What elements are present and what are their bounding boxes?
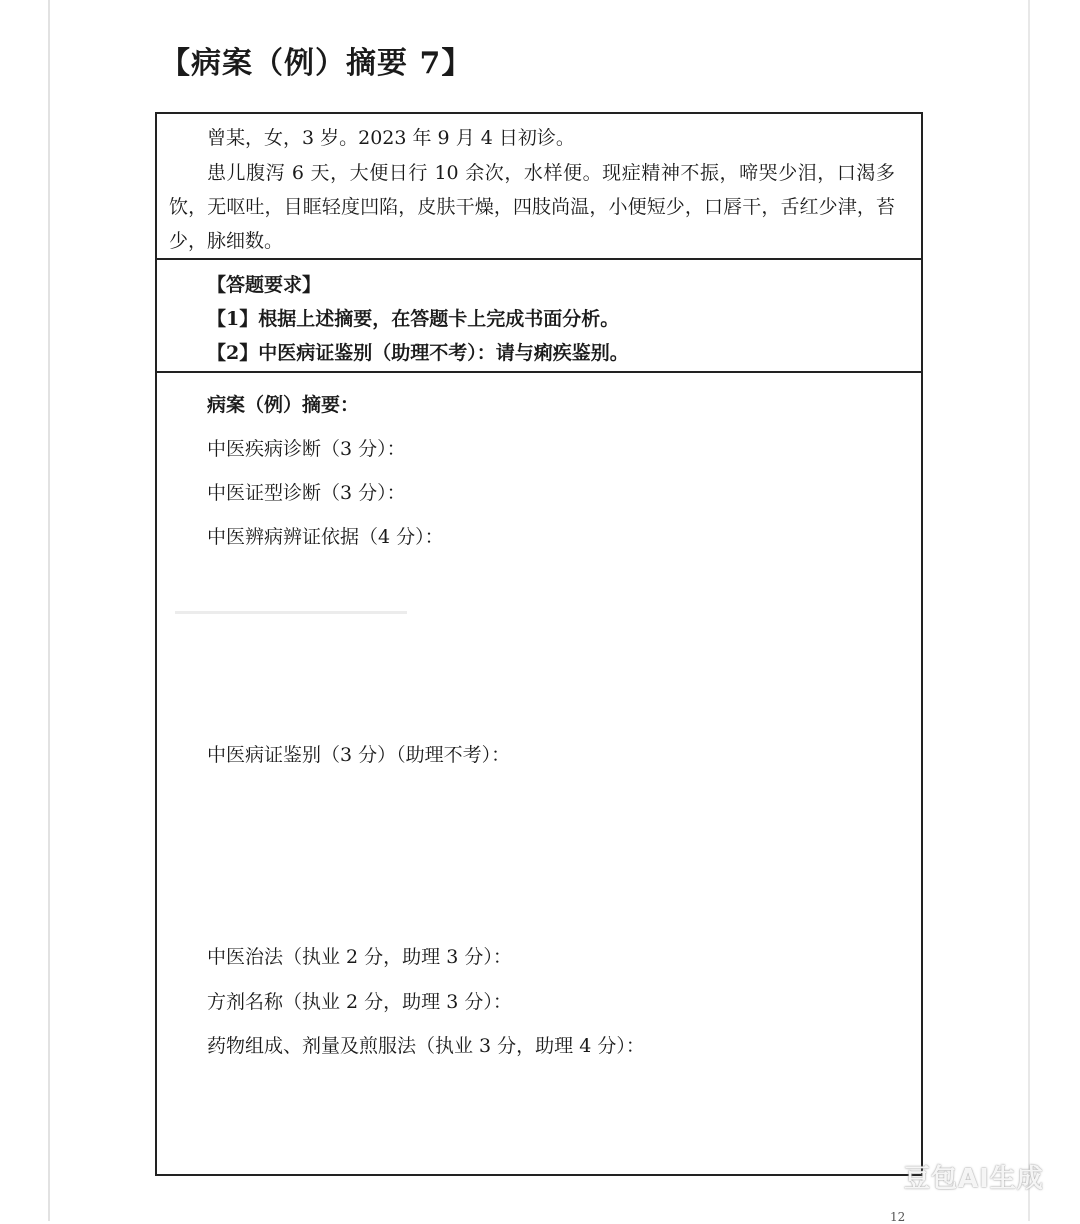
field-differential: 中医病证鉴别（3 分）（助理不考）： [207, 744, 511, 766]
page-title: 【病案（例）摘要 7】 [160, 46, 473, 81]
scan-smudge [175, 611, 407, 614]
case-summary-section [157, 114, 921, 260]
field-treatment-method: 中医治法（执业 2 分，助理 3 分）： [207, 946, 512, 968]
field-syndrome-diagnosis: 中医证型诊断（3 分）： [207, 482, 406, 504]
case-history: 患儿腹泻 6 天，大便日行 10 余次，水样便。现症精神不振，啼哭少泪，口渴多饮，无呕吐，目眶轻度凹陷，皮肤干燥，四肢尚温，小便短少，口唇干，舌红少津，苔少，脉细数。 [169, 162, 895, 252]
patient-info: 曾某，女，3 岁。2023 年 9 月 4 日初诊。 [207, 127, 575, 149]
field-diagnosis-basis: 中医辨病辨证依据（4 分）： [207, 526, 444, 548]
page-edge-right [1028, 0, 1030, 1221]
requirements-heading: 【答题要求】 [207, 274, 322, 296]
answer-section [157, 373, 921, 1174]
field-disease-diagnosis: 中医疾病诊断（3 分）： [207, 438, 406, 460]
requirement-item: 【1】根据上述摘要，在答题卡上完成书面分析。 [207, 308, 620, 330]
field-herbal-composition: 药物组成、剂量及煎服法（执业 3 分，助理 4 分）： [207, 1035, 645, 1057]
requirements-section [157, 260, 921, 373]
requirement-item: 【2】中医病证鉴别（助理不考）：请与痢疾鉴别。 [207, 342, 629, 364]
case-table [155, 112, 923, 1176]
answer-heading: 病案（例）摘要： [207, 394, 360, 416]
field-prescription-name: 方剂名称（执业 2 分，助理 3 分）： [207, 991, 512, 1013]
watermark: 豆包AI生成 [904, 1164, 1044, 1194]
page-edge-left [48, 0, 50, 1221]
page-number: 12 [890, 1210, 906, 1224]
